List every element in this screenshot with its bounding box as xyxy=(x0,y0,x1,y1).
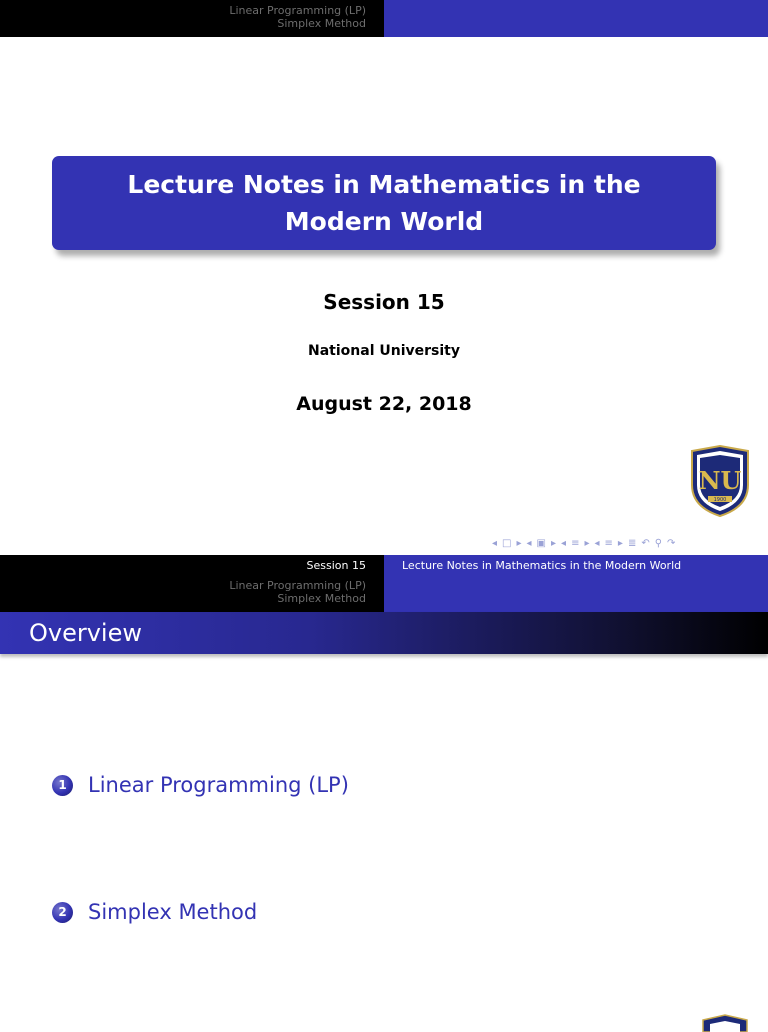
national-university-seal-icon xyxy=(700,1012,750,1032)
header-section-nav xyxy=(0,555,384,612)
svg-text:NU: NU xyxy=(698,466,742,495)
toc-label: Linear Programming (LP) xyxy=(88,773,349,797)
frame-title-bar xyxy=(0,612,768,654)
section-right-arrow-2-icon[interactable]: ▸ xyxy=(617,537,623,549)
subsection-left-arrow-icon[interactable]: ◂ xyxy=(526,537,532,549)
frame-left-arrow-icon[interactable]: ◂ xyxy=(492,537,498,549)
presentation-title: Lecture Notes in Mathematics in the Modern World xyxy=(127,170,641,236)
date: August 22, 2018 xyxy=(296,393,472,415)
header-title: Lecture Notes in Mathematics in the Modern World xyxy=(402,559,682,572)
search-forward-icon[interactable]: ↷ xyxy=(667,537,676,549)
toc-number-ball: 1 xyxy=(52,775,73,796)
subsection-icon[interactable]: ▣ xyxy=(536,537,546,549)
toc-item-simplex-method[interactable] xyxy=(52,900,257,924)
subsection-right-arrow-icon[interactable]: ▸ xyxy=(551,537,557,549)
toc-label: Simplex Method xyxy=(88,900,258,924)
header-section-link-simplex[interactable]: Simplex Method xyxy=(277,592,366,605)
title-card xyxy=(52,156,716,250)
search-icon[interactable]: ⚲ xyxy=(654,537,663,549)
frame-title: Overview xyxy=(29,619,142,647)
slide-header xyxy=(0,555,768,612)
author: Session 15 xyxy=(323,290,445,314)
national-university-seal-icon xyxy=(688,445,752,517)
slide-header xyxy=(0,0,768,37)
section-right-arrow-icon[interactable]: ▸ xyxy=(584,537,590,549)
frame-right-arrow-icon[interactable]: ▸ xyxy=(516,537,522,549)
header-section-link-lp[interactable]: Linear Programming (LP) xyxy=(229,579,366,592)
header-title-panel xyxy=(384,555,768,612)
header-section-link-simplex[interactable]: Simplex Method xyxy=(277,17,366,30)
section-2-icon[interactable]: ≡ xyxy=(604,537,613,549)
search-back-icon[interactable]: ↶ xyxy=(641,537,650,549)
section-icon[interactable]: ≡ xyxy=(571,537,580,549)
section-left-arrow-2-icon[interactable]: ◂ xyxy=(594,537,600,549)
toc-number-ball: 2 xyxy=(52,902,73,923)
header-title-panel xyxy=(384,0,768,37)
navigation-symbols xyxy=(492,536,762,550)
toc-item-linear-programming[interactable] xyxy=(52,773,349,797)
header-section-nav xyxy=(0,0,384,37)
institute: National University xyxy=(308,343,460,359)
svg-text:1900: 1900 xyxy=(713,497,727,503)
section-left-arrow-icon[interactable]: ◂ xyxy=(561,537,567,549)
header-section-link-lp[interactable]: Linear Programming (LP) xyxy=(229,4,366,17)
document-icon[interactable]: ≣ xyxy=(627,537,637,549)
frame-icon[interactable]: □ xyxy=(502,537,512,549)
header-author: Session 15 xyxy=(306,559,366,572)
